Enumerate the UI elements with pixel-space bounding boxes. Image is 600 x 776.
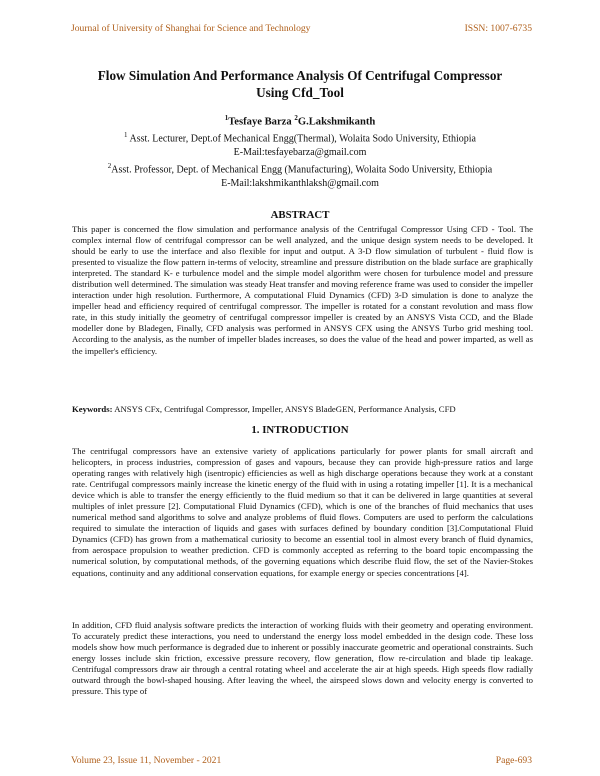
journal-name: Journal of University of Shanghai for Science and Technology xyxy=(71,23,311,34)
introduction-paragraph-2: In addition, CFD fluid analysis software predicts the interaction of working fluids with their geometry and operating environment. To accurately predict these interactions, you need to understand the energy loss model embedded in the design code. These loss models show how much performance is degraded due to inherent or possibly inaccurate geometric and operational constraints. Such energy losses include skin friction, excessive pressure recovery, flow generation, flow re-circulation and blade tip leakage. Centrifugal compressors draw air through a central rotating wheel and accelerate the air at high speeds. High speeds flow radially outward through the bowl-shaped housing. After leaving the wheel, the airspeed slows down and velocity energy is converted to pressure. This type of xyxy=(72,620,533,697)
affiliation-2 xyxy=(60,160,540,177)
introduction-paragraph-1: The centrifugal compressors have an extensive variety of applications particularly for power plants for small aircraft and helicopters, in process industries, compression of gases and vapours, because they can provide high-pressure ratios and large operating ranges with relatively high (isentropic) efficiencies as well as high discharge operations because they work at a constant rate. Centrifugal compressors mainly increase the kinetic energy of the fluid with in using a rotating impeller [1]. It is a mechanical device which is able to transfer the energy efficiently to the fluid medium so that it can be delivered in large quantities at several multiples of inlet pressure [2]. Computational Fluid Dynamics (CFD), which is one of the branches of fluid mechanics that uses numerical method sand algorithms to solve and analyze problems of fluid flows. Computers are used to perform the calculations required to simulate the interaction of liquids and gases with surfaces defined by boundary condition [3].Computational Fluid Dynamics (CFD) has grown from a mathematical curiosity to become an essential tool in almost every branch of fluid dynamics, from aerospace propulsion to weather prediction. CFD is commonly accepted as referring to the board topic encompassing the numerical solution, by computational methods, of the governing equations which describe fluid flow, the set of the Navier-Stokes equations, continuity and any additional conservation equations, for example energy or species concentrations [4]. xyxy=(72,446,533,578)
affiliation-1 xyxy=(60,129,540,146)
abstract-text: This paper is concerned the flow simulation and performance analysis of the Centrifugal Compressor Using CFD - Tool. The complex internal flow of centrifugal compressor can be well analyzed, and the unique design system needs to be developed. It should be early to use the interface and also flexible for input and output. A 3-D flow simulation of turbulent - fluid flow is presented to visualize the flow pattern in-terms of velocity, streamline and pressure distribution on the blade surface are graphically interpreted. The standard K- e turbulence model and the simple model algorithm were chosen for turbulence model and pressure distribution well determined. The simulation was steady Heat transfer and moving reference frame was used to consider the impeller interaction under high resolution. Furthermore, A computational Fluid Dynamics (CFD) 3-D simulation is done to analyze the impeller head and efficiency required of centrifugal compressor. The impeller is rotated for a constant revolution and mass flow rate, in this study initially the geometry of centrifugal compressor impeller is created by an ANSYS Vista CCD, and the Blade modeller done by Bladegen, Finally, CFD analysis was performed in ANSYS CFX using the ANSYS Turbo grid meshing tool. According to the analysis, as the number of impeller blades increases, so does the value of the head and power imparted, as well as the impeller's efficiency. xyxy=(72,224,533,356)
title-line-2: Using Cfd_Tool xyxy=(256,84,344,100)
title-line-1: Flow Simulation And Performance Analysis Of Centrifugal Compressor xyxy=(97,68,503,83)
author-1-name: Tesfaye Barza xyxy=(228,116,292,128)
page-number: Page-693 xyxy=(495,755,532,766)
abstract-heading: ABSTRACT xyxy=(270,209,330,221)
author-block xyxy=(60,112,540,191)
author-1-mark: 1 xyxy=(224,114,229,122)
author-2-mark: 2 xyxy=(294,114,298,122)
email-1: E-Mail:tesfayebarza@gmail.com xyxy=(233,147,367,159)
affiliation-1-mark: 1 xyxy=(124,131,128,140)
keywords xyxy=(72,404,533,414)
introduction-heading: 1. INTRODUCTION xyxy=(251,424,349,436)
affiliation-2-mark: 2 xyxy=(107,162,112,171)
running-footer xyxy=(71,755,532,766)
affiliation-1-text: Asst. Lecturer, Dept.of Mechanical Engg(Thermal), Wolaita Sodo University, Ethiopia xyxy=(129,133,476,145)
author-2-name: G.Lakshmikanth xyxy=(297,116,376,128)
paper-title xyxy=(80,68,520,101)
keywords-text: ANSYS CFx, Centrifugal Compressor, Impeller, ANSYS BladeGEN, Performance Analysis, CFD xyxy=(112,404,456,414)
affiliation-2-text: Asst. Professor, Dept. of Mechanical Engg (Manufacturing), Wolaita Sodo University, Ethiopia xyxy=(111,164,493,176)
email-2: E-Mail:lakshmikanthlaksh@gmail.com xyxy=(221,178,379,190)
author-names xyxy=(60,112,540,129)
issn: ISSN: 1007-6735 xyxy=(464,23,532,34)
keywords-label: Keywords: xyxy=(72,404,113,414)
volume-issue: Volume 23, Issue 11, November - 2021 xyxy=(71,755,222,766)
running-header xyxy=(71,23,532,34)
